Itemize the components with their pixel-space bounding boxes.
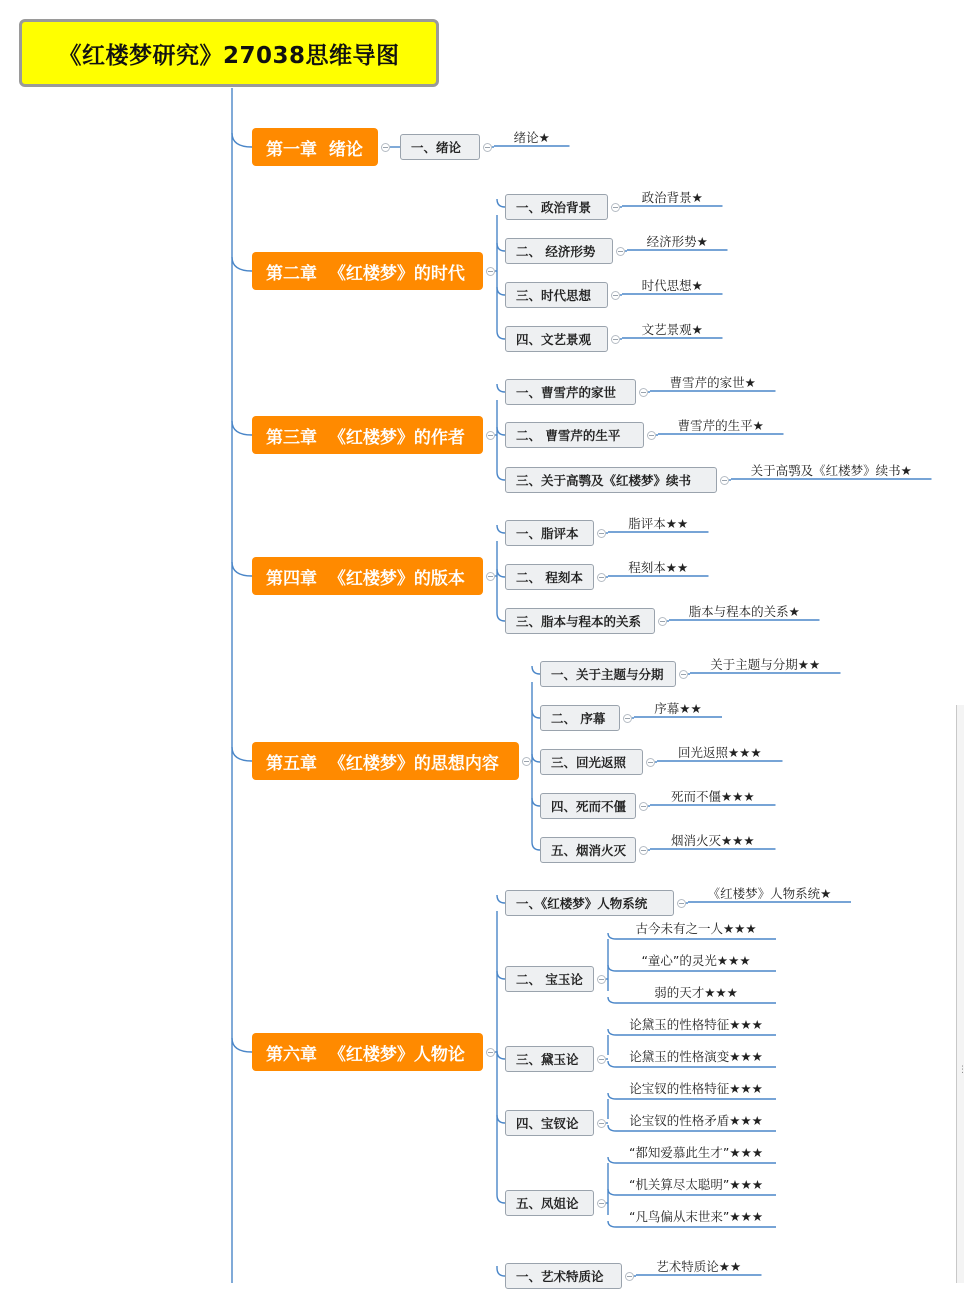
- leaf-node[interactable]: 论宝钗的性格矛盾★★★: [629, 1113, 763, 1128]
- connector-curve: [608, 1125, 616, 1131]
- collapse-toggle-icon[interactable]: [623, 714, 632, 723]
- scroll-grip-icon: ⋮: [958, 1065, 967, 1075]
- collapse-toggle-icon[interactable]: [486, 1048, 495, 1057]
- connector-curve: [532, 798, 540, 806]
- collapse-toggle-icon[interactable]: [679, 670, 688, 679]
- connector-curve: [497, 971, 505, 979]
- connector-curve: [497, 199, 505, 207]
- leaf-node[interactable]: 脂评本★★: [628, 516, 689, 531]
- section-node[interactable]: 一、曹雪芹的家世: [505, 379, 636, 405]
- connector-curve: [497, 1051, 505, 1059]
- collapse-toggle-icon[interactable]: [720, 476, 729, 485]
- leaf-node[interactable]: 弱的天才★★★: [654, 985, 738, 1000]
- connector-curve: [497, 1268, 505, 1276]
- connector-curve: [232, 421, 252, 435]
- section-node[interactable]: 一、绪论: [400, 134, 480, 160]
- section-node[interactable]: 二、 程刻本: [505, 564, 594, 590]
- mindmap-root-title[interactable]: 《红楼梦研究》27038思维导图: [19, 19, 439, 87]
- connector-curve: [497, 1195, 505, 1203]
- leaf-node[interactable]: “都知爱慕此生才”★★★: [628, 1145, 764, 1160]
- leaf-node[interactable]: 曹雪芹的生平★: [677, 418, 764, 433]
- chapter-node[interactable]: 第五章 《红楼梦》的思想内容: [252, 742, 519, 780]
- collapse-toggle-icon[interactable]: [597, 529, 606, 538]
- connector-curve: [497, 895, 505, 903]
- collapse-toggle-icon[interactable]: [486, 431, 495, 440]
- leaf-node[interactable]: “凡鸟偏从末世来”★★★: [628, 1209, 764, 1224]
- collapse-toggle-icon[interactable]: [597, 1055, 606, 1064]
- leaf-node[interactable]: 古今未有之一人★★★: [635, 921, 757, 936]
- vertical-scrollbar[interactable]: [956, 705, 967, 1283]
- connector-curve: [608, 997, 616, 1003]
- collapse-toggle-icon[interactable]: [616, 247, 625, 256]
- connector-curve: [497, 472, 505, 480]
- collapse-toggle-icon[interactable]: [381, 143, 390, 152]
- collapse-toggle-icon[interactable]: [597, 975, 606, 984]
- chapter-node[interactable]: 第三章 《红楼梦》的作者: [252, 416, 483, 454]
- collapse-toggle-icon[interactable]: [658, 617, 667, 626]
- connector-curve: [532, 842, 540, 850]
- collapse-toggle-icon[interactable]: [611, 335, 620, 344]
- leaf-node[interactable]: 烟消火灭★★★: [670, 833, 755, 848]
- collapse-toggle-icon[interactable]: [639, 802, 648, 811]
- leaf-node[interactable]: “机关算尽太聪明”★★★: [628, 1177, 764, 1192]
- connector-curve: [532, 754, 540, 762]
- connector-curve: [497, 331, 505, 339]
- leaf-node[interactable]: 绪论★: [513, 130, 550, 145]
- leaf-node[interactable]: 关于高鹗及《红楼梦》续书★: [750, 463, 912, 478]
- section-node[interactable]: 二、 经济形势: [505, 238, 613, 264]
- leaf-node[interactable]: 文艺景观★: [641, 322, 703, 337]
- section-node[interactable]: 三、脂本与程本的关系: [505, 608, 655, 634]
- section-node[interactable]: 三、关于高鹗及《红楼梦》续书: [505, 467, 717, 493]
- connector-curve: [608, 1061, 616, 1067]
- leaf-node[interactable]: 曹雪芹的家世★: [669, 375, 756, 390]
- leaf-node[interactable]: 论黛玉的性格特征★★★: [629, 1017, 763, 1032]
- section-node[interactable]: 五、凤姐论: [505, 1190, 594, 1216]
- connector-curve: [608, 1221, 616, 1227]
- section-node[interactable]: 三、黛玉论: [505, 1046, 594, 1072]
- collapse-toggle-icon[interactable]: [639, 846, 648, 855]
- section-node[interactable]: 一、政治背景: [505, 194, 608, 220]
- section-node[interactable]: 二、 宝玉论: [505, 966, 594, 992]
- leaf-node[interactable]: 程刻本★★: [628, 560, 689, 575]
- section-node[interactable]: 二、 曹雪芹的生平: [505, 422, 644, 448]
- leaf-node[interactable]: 《红楼梦》人物系统★: [707, 886, 832, 901]
- section-node[interactable]: 三、回光返照: [540, 749, 643, 775]
- collapse-toggle-icon[interactable]: [597, 1119, 606, 1128]
- collapse-toggle-icon[interactable]: [483, 143, 492, 152]
- connector-curve: [497, 525, 505, 533]
- connector-curve: [497, 384, 505, 392]
- connector-curve: [497, 569, 505, 577]
- connector-curve: [497, 613, 505, 621]
- section-node[interactable]: 一、《红楼梦》人物系统: [505, 890, 674, 916]
- connector-curve: [232, 747, 252, 761]
- connector-curve: [497, 287, 505, 295]
- connector-curve: [532, 666, 540, 674]
- leaf-node[interactable]: 艺术特质论★★: [656, 1259, 742, 1274]
- section-node[interactable]: 一、艺术特质论: [505, 1263, 622, 1289]
- connector-curve: [497, 427, 505, 435]
- connector-curve: [232, 257, 252, 271]
- chapter-node[interactable]: 第六章 《红楼梦》人物论: [252, 1033, 483, 1071]
- leaf-node[interactable]: 时代思想★: [641, 278, 703, 293]
- collapse-toggle-icon[interactable]: [646, 758, 655, 767]
- chapter-node[interactable]: 第二章 《红楼梦》的时代: [252, 252, 483, 290]
- collapse-toggle-icon[interactable]: [486, 267, 495, 276]
- connector-curve: [232, 1038, 252, 1052]
- connector-curve: [532, 710, 540, 718]
- collapse-toggle-icon[interactable]: [597, 1199, 606, 1208]
- collapse-toggle-icon[interactable]: [486, 572, 495, 581]
- section-node[interactable]: 二、 序幕: [540, 705, 620, 731]
- leaf-node[interactable]: 论黛玉的性格演变★★★: [629, 1049, 763, 1064]
- leaf-node[interactable]: 死而不僵★★★: [670, 789, 755, 804]
- collapse-toggle-icon[interactable]: [647, 431, 656, 440]
- leaf-node[interactable]: “童心”的灵光★★★: [641, 953, 751, 968]
- collapse-toggle-icon[interactable]: [611, 203, 620, 212]
- connector-curve: [608, 933, 616, 939]
- section-node[interactable]: 四、死而不僵: [540, 793, 636, 819]
- section-node[interactable]: 四、文艺景观: [505, 326, 608, 352]
- connector-curve: [232, 562, 252, 576]
- leaf-node[interactable]: 关于主题与分期★★: [710, 657, 821, 672]
- section-node[interactable]: 一、关于主题与分期: [540, 661, 676, 687]
- leaf-node[interactable]: 经济形势★: [646, 234, 708, 249]
- section-node[interactable]: 三、时代思想: [505, 282, 608, 308]
- chapter-node[interactable]: 第四章 《红楼梦》的版本: [252, 557, 483, 595]
- leaf-node[interactable]: 政治背景★: [641, 190, 703, 205]
- connector-curve: [608, 1093, 616, 1099]
- section-node[interactable]: 五、烟消火灭: [540, 837, 636, 863]
- connector-curve: [608, 1157, 616, 1163]
- collapse-toggle-icon[interactable]: [625, 1272, 634, 1281]
- section-node[interactable]: 四、宝钗论: [505, 1110, 594, 1136]
- collapse-toggle-icon[interactable]: [522, 757, 531, 766]
- collapse-toggle-icon[interactable]: [597, 573, 606, 582]
- leaf-node[interactable]: 脂本与程本的关系★: [688, 604, 800, 619]
- connector-curve: [497, 243, 505, 251]
- connector-curve: [497, 1115, 505, 1123]
- chapter-node[interactable]: 第一章 绪论: [252, 128, 378, 166]
- collapse-toggle-icon[interactable]: [639, 388, 648, 397]
- connector-curve: [608, 965, 616, 971]
- leaf-node[interactable]: 回光返照★★★: [677, 745, 762, 760]
- connector-curve: [608, 1189, 616, 1195]
- connector-curve: [232, 133, 252, 147]
- collapse-toggle-icon[interactable]: [611, 291, 620, 300]
- leaf-node[interactable]: 序幕★★: [654, 701, 702, 716]
- leaf-node[interactable]: 论宝钗的性格特征★★★: [629, 1081, 763, 1096]
- connector-curve: [608, 1029, 616, 1035]
- collapse-toggle-icon[interactable]: [677, 899, 686, 908]
- section-node[interactable]: 一、脂评本: [505, 520, 594, 546]
